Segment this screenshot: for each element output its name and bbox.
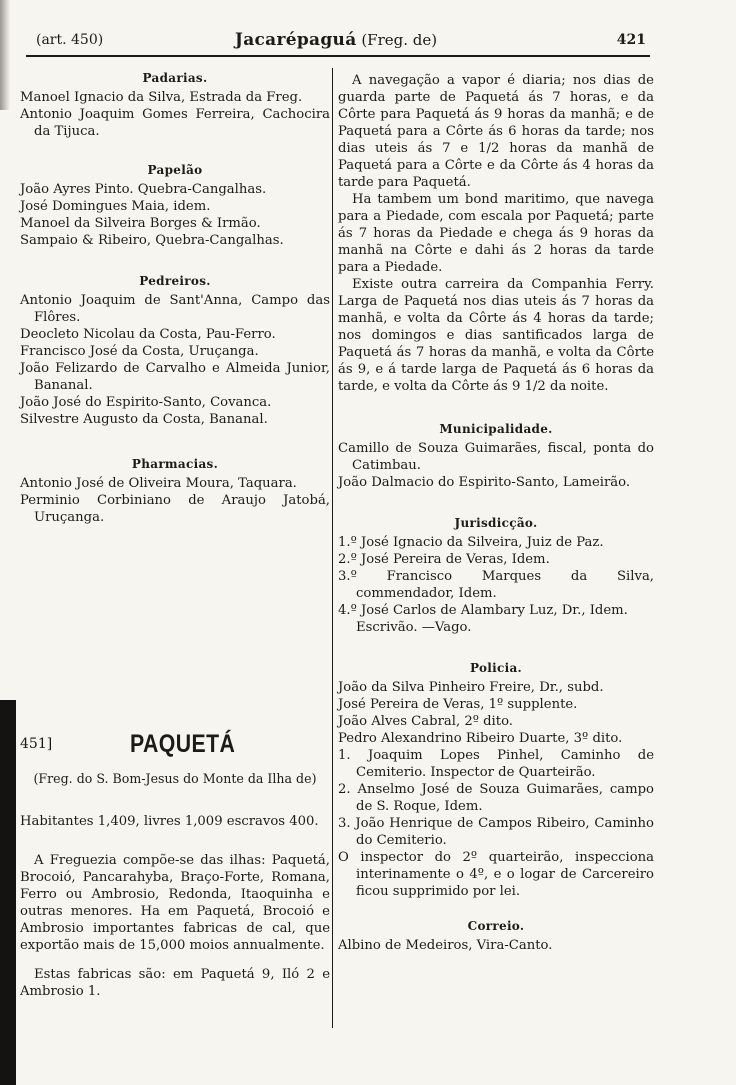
- heading-pharmacias: Pharmacias.: [131, 457, 219, 471]
- paragraph: Ha tambem um bond maritimo, que navega para a Piedade, com escala por Paquetá; parte ás 7 horas da Piedade e chega ás 9 horas da manhã na Côrte e dahi ás 2 horas da tarde para a Piedade.: [338, 192, 654, 275]
- header-title: [22, 28, 650, 52]
- list-item: O inspector do 2º quarteirão, inspecciona interinamente o 4º, e o logar de Carcereiro ficou supprimido por lei.: [338, 850, 654, 899]
- list-item: Sampaio & Ribeiro, Quebra-Cangalhas.: [20, 233, 284, 248]
- header-title-rest: (Freg. de): [361, 31, 438, 49]
- list-item: Deocleto Nicolau da Costa, Pau-Ferro.: [20, 327, 276, 342]
- header-title-bold: Jacarépaguá: [234, 30, 357, 50]
- list-item: José Pereira de Veras, 1º supplente.: [338, 697, 578, 712]
- paragraph: A Freguezia compõe-se das ilhas: Paquetá, Brocoió, Pancarahyba, Braço-Forte, Romana, Ferro ou Ambrosio, Redonda, Itaoquinha e outras menores. Ha em Paquetá, Brocoió e Ambrosio importantes fabricas de cal, que exportão mais de 15,000 moios annualmente.: [20, 853, 330, 953]
- section-name: PAQUETÁ: [130, 730, 236, 758]
- page-number: 421: [616, 32, 646, 48]
- section-number: 451]: [20, 736, 53, 752]
- list-item: João Felizardo de Carvalho e Almeida Junior, Bananal.: [20, 361, 330, 393]
- left-column-upper: [20, 70, 330, 526]
- heading-padarias: Padarias.: [142, 71, 208, 85]
- paragraph: Existe outra carreira da Companhia Ferry. Larga de Paquetá nos dias uteis ás 7 horas da manhã, e volta da Côrte ás 4 horas da tarde; nos domingos e dias santificados larga de Paquetá ás 7 horas da manhã, e volta da Côrte ás 9, e á tarde larga de Paquetá ás 6 horas da tarde, e volta da Côrte ás 9 1/2 da noite.: [338, 277, 654, 394]
- list-item: José Domingues Maia, idem.: [20, 199, 211, 214]
- list-item: João da Silva Pinheiro Freire, Dr., subd.: [338, 680, 604, 695]
- heading-correio: Correio.: [467, 919, 525, 933]
- list-item: 1. Joaquim Lopes Pinhel, Caminho de Cemiterio. Inspector de Quarteirão.: [338, 748, 654, 780]
- list-item: João Dalmacio do Espirito-Santo, Lameirão.: [338, 475, 631, 490]
- list-item: Camillo de Souza Guimarães, fiscal, ponta do Catimbau.: [338, 441, 654, 473]
- list-item: Manoel da Silveira Borges & Irmão.: [20, 216, 261, 231]
- page-edge-shadow: [0, 0, 10, 110]
- population: Habitantes 1,409, livres 1,009 escravos 400.: [20, 814, 319, 829]
- list-item: Albino de Medeiros, Vira-Canto.: [338, 938, 553, 953]
- paragraph: A navegação a vapor é diaria; nos dias de guarda parte de Paquetá ás 7 horas, e da Côrte para Paquetá ás 9 horas da manhã; e de Paquetá para a Côrte ás 6 horas da tarde; nos dias uteis ás 7 e 1/2 horas da manhã de Paquetá para a Côrte e da Côrte ás 4 horas da tarde para Paquetá.: [338, 73, 654, 190]
- list-item: 1.º José Ignacio da Silveira, Juiz de Paz.: [338, 535, 604, 550]
- list-item: João Alves Cabral, 2º dito.: [338, 714, 513, 729]
- left-column-lower: [20, 770, 330, 1000]
- list-item: Antonio Joaquim Gomes Ferreira, Cachocira da Tijuca.: [20, 107, 330, 139]
- list-item: João Ayres Pinto. Quebra-Cangalhas.: [20, 182, 267, 197]
- page-header: [22, 28, 650, 52]
- list-item: Pedro Alexandrino Ribeiro Duarte, 3º dito.: [338, 731, 623, 746]
- list-item: 2. Anselmo José de Souza Guimarães, campo de S. Roque, Idem.: [338, 782, 654, 814]
- list-item: Antonio Joaquim de Sant'Anna, Campo das Flôres.: [20, 293, 330, 325]
- escrivao-line: Escrivão. —Vago.: [356, 620, 472, 635]
- list-item: 2.º José Pereira de Veras, Idem.: [338, 552, 550, 567]
- list-item: 3.º Francisco Marques da Silva, commendador, Idem.: [338, 569, 654, 601]
- header-rule: [26, 55, 650, 57]
- list-item: Francisco José da Costa, Uruçanga.: [20, 344, 259, 359]
- column-divider: [332, 68, 333, 1028]
- heading-municipalidade: Municipalidade.: [439, 422, 553, 436]
- section-subtitle: (Freg. do S. Bom-Jesus do Monte da Ilha de): [33, 771, 317, 786]
- list-item: Manoel Ignacio da Silva, Estrada da Freg.: [20, 90, 303, 105]
- list-item: João José do Espirito-Santo, Covanca.: [20, 395, 272, 410]
- list-item: 4.º José Carlos de Alambary Luz, Dr., Idem.: [338, 603, 628, 618]
- heading-jurisdiccao: Jurisdicção.: [454, 516, 538, 530]
- paragraph: Estas fabricas são: em Paquetá 9, Iló 2 e Ambrosio 1.: [20, 967, 330, 999]
- heading-pedreiros: Pedreiros.: [139, 274, 211, 288]
- heading-policia: Policia.: [469, 661, 523, 675]
- book-spine-shadow: [0, 700, 16, 1085]
- right-column: [338, 72, 654, 954]
- section-title: [20, 730, 330, 760]
- list-item: Antonio José de Oliveira Moura, Taquara.: [20, 476, 297, 491]
- list-item: Silvestre Augusto da Costa, Bananal.: [20, 412, 268, 427]
- list-item: 3. João Henrique de Campos Ribeiro, Caminho do Cemiterio.: [338, 816, 654, 848]
- heading-papelao: Papelão: [147, 163, 203, 177]
- header-article-ref: (art. 450): [36, 32, 104, 48]
- list-item: Perminio Corbiniano de Araujo Jatobá, Uruçanga.: [20, 493, 330, 525]
